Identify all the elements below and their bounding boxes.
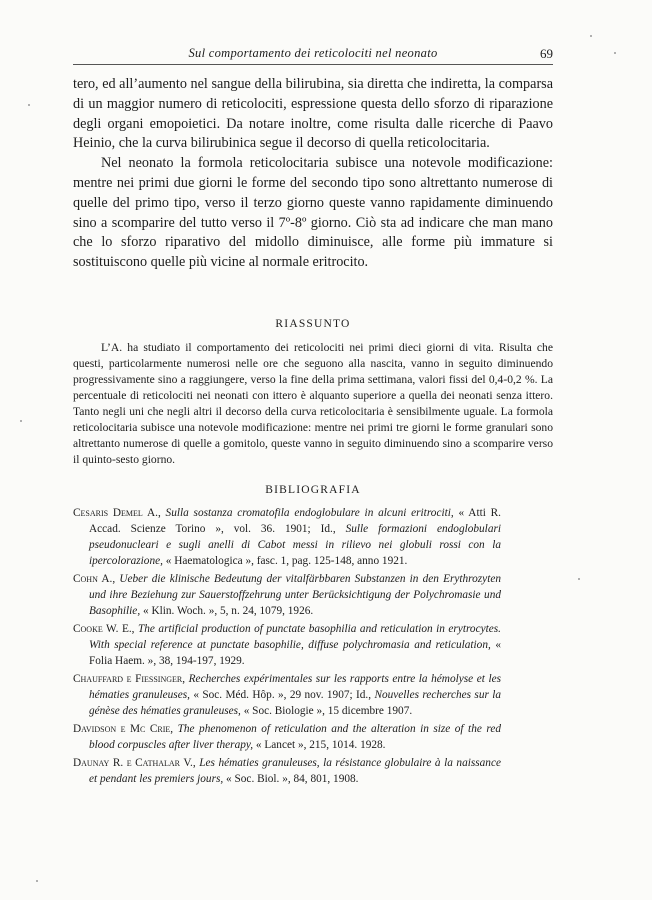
riassunto-heading: RIASSUNTO [275, 318, 351, 330]
running-head [73, 46, 553, 65]
scan-speck [36, 880, 38, 882]
reference-entry: Cesaris Demel A., Sulla sostanza cromatofila endoglobulare in alcuni eritrociti, « Atti R. Accad. Scienze Torino », vol. 36. 1901; Id., Sulle formazioni endoglobulari pseudonucleari e sugli anelli di Cabot messi in rilievo nei globuli rossi con la ipercolorazione, « Haematologica », fasc. 1, pag. 125-148, anno 1921. [73, 507, 502, 567]
bibliografia-heading: BIBLIOGRAFIA [265, 484, 361, 496]
running-title: Sul comportamento dei reticolociti nel neonato [188, 46, 438, 60]
scan-speck [614, 52, 616, 54]
reference-list [73, 505, 501, 789]
scan-speck [590, 35, 592, 37]
page-number: 69 [540, 46, 553, 61]
reference-entry: Cohn A., Ueber die klinische Bedeutung der vitalfärbbaren Substanzen in den Erythrozyten und ihre Beziehung zur Sauerstoffzehrung unter Berücksichtigung der Polychromasie und Basophilie, « Klin. Woch. », 5, n. 24, 1079, 1926. [73, 573, 501, 617]
body-paragraph-2: Nel neonato la formola reticolocitaria subisce una notevole modificazione: mentre nei primi due giorni le forme del secondo tipo sono altrettanto numerose di quelle del primo tipo, verso il terzo giorno queste vanno rapidamente diminuendo sino a scomparire del tutto verso il 7º-8º giorno. Ciò sta ad indicare che man mano che lo sforzo riparativo del midollo diminuisce, alle forme più immature si sostituiscono quelle più vicine al normale eritrocito. [73, 155, 553, 271]
riassunto-text: L’A. ha studiato il comportamento dei reticolociti nei primi dieci giorni di vita. Risulta che questi, particolarmente numerosi nelle ore che seguono alla nascita, vanno in seguito diminuendo progressivamente sino a raggiungere, verso la fine della prima settimana, valori fissi del 0,4-0,2 %. La percentuale di reticolociti nei neonati con ittero è alquanto superiore a quella dei neonati senza ittero. Tanto negli uni che negli altri il decorso della curva reticolocitaria è sensibilmente uguale. La formola reticolocitaria subisce una notevole modificazione: mentre nei primi tre giorni le forme granulari sono altrettanto numerose di quelle a gomitolo, queste vanno in seguito diminuendo sino a scomparire verso il quinto-sesto giorno. [73, 341, 553, 466]
reference-entry: Daunay R. e Cathalar V., Les hématies granuleuses, la résistance globulaire à la naissance et pendant les premiers jours, « Soc. Biol. », 84, 801, 1908. [73, 757, 501, 785]
reference-entry: Chauffard e Fiessinger, Recherches expérimentales sur les rapports entre la hémolyse et les hématies granuleuses, « Soc. Méd. Hôp. », 29 nov. 1907; Id., Nouvelles recherches sur la génèse des hématies granuleuses, « Soc. Biologie », 15 dicembre 1907. [73, 673, 502, 717]
body-paragraph-1: tero, ed all’aumento nel sangue della bilirubina, sia diretta che indiretta, la comparsa di un maggior numero di reticolociti, espressione questa dello sforzo di riparazione degli organi emopoietici. Da notare inoltre, come risulta dalle ricerche di Paavo Heinio, che la curva bilirubinica segue il decorso di quella reticolocitaria. [73, 76, 553, 152]
scan-speck [20, 420, 22, 422]
scan-speck [28, 104, 30, 106]
reference-entry: Cooke W. E., The artificial production of punctate basophilia and reticulation in erytrocytes. With special reference at punctate basophilie, diffuse polychromasia and reticulation, « Folia Haem. », 38, 194-197, 1929. [73, 623, 502, 667]
reference-entry: Davidson e Mc Crie, The phenomenon of reticulation and the alteration in size of the red blood corpuscles after liver therapy, « Lancet », 215, 1014. 1928. [73, 723, 501, 751]
scan-speck [578, 578, 580, 580]
body-text [73, 75, 553, 273]
